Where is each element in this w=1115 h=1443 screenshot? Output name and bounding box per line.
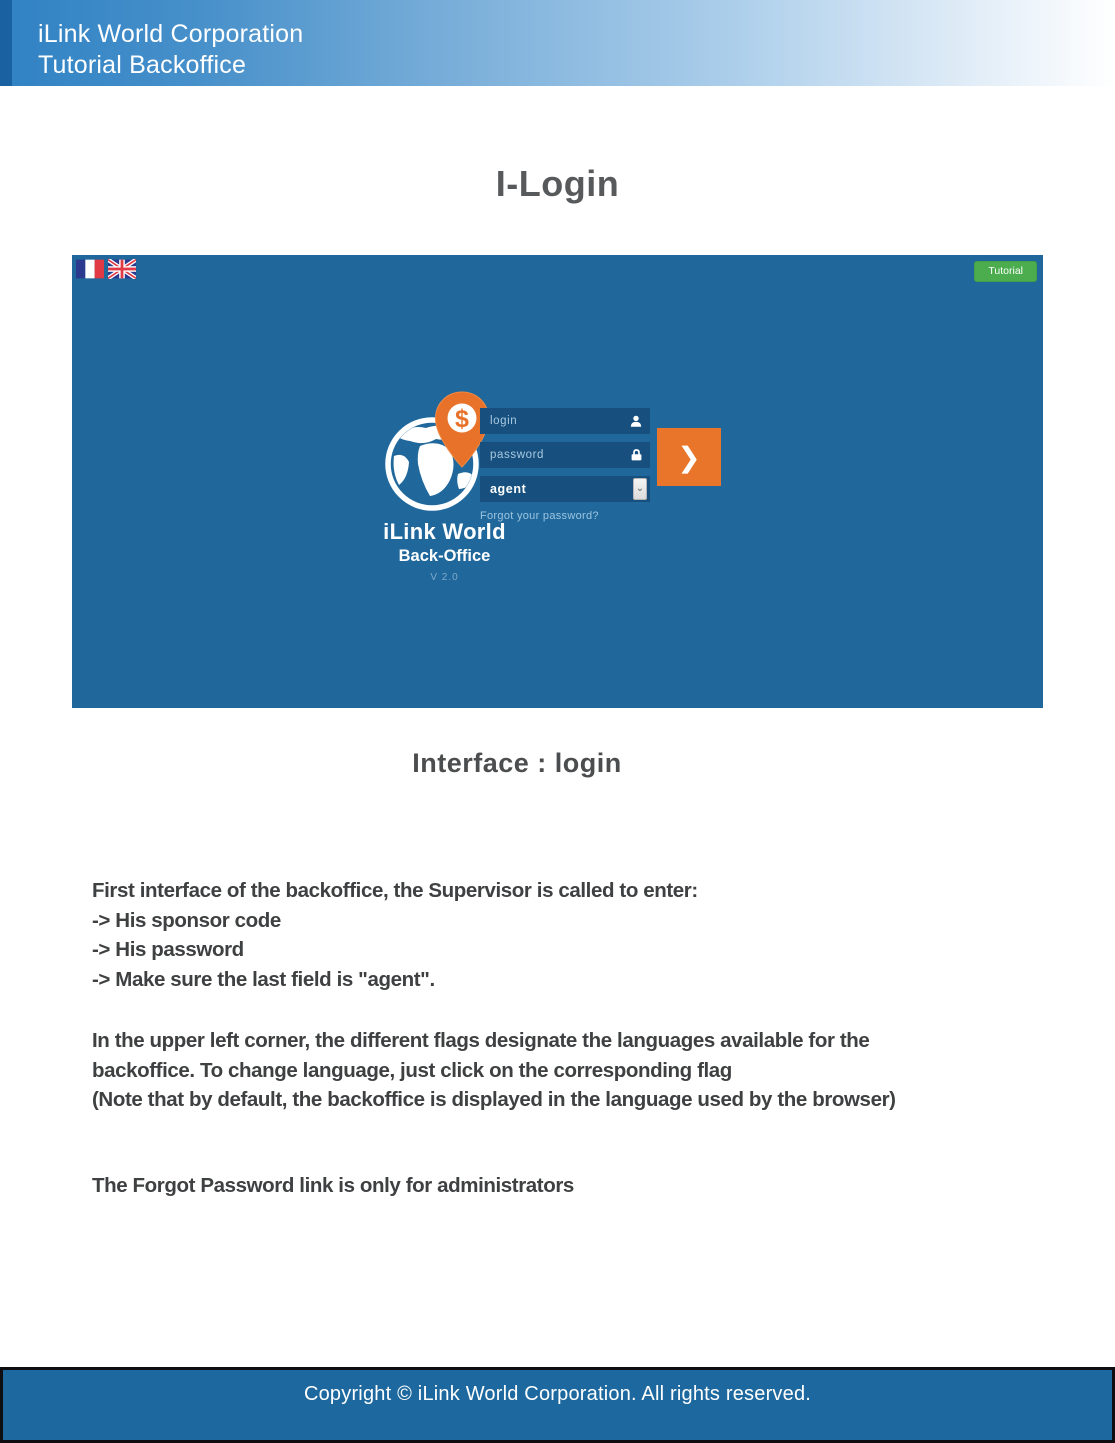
chevron-down-icon: ⌄ — [633, 478, 647, 500]
forgot-password-link[interactable]: Forgot your password? — [480, 510, 599, 522]
login-form — [480, 408, 650, 522]
paragraph-intro: First interface of the backoffice, the Supervisor is called to enter: -> His sponsor code -> His password -> Make sure the last field is "agent". — [92, 879, 698, 991]
document-header — [0, 0, 1115, 86]
user-icon — [630, 415, 642, 427]
french-flag-icon — [76, 259, 104, 279]
dollar-sign: $ — [455, 405, 469, 433]
password-placeholder: password — [490, 449, 545, 461]
document-subtitle: Tutorial Backoffice — [38, 51, 247, 79]
chevron-right-icon: ❯ — [677, 440, 701, 474]
lock-icon — [631, 449, 642, 461]
version-label: V 2.0 — [430, 572, 459, 583]
tutorial-button[interactable]: Tutorial — [974, 261, 1037, 282]
uk-flag-button[interactable] — [108, 259, 136, 279]
french-flag-button[interactable] — [76, 259, 104, 279]
role-selected-value: agent — [490, 482, 527, 496]
page-title: I-Login — [495, 163, 620, 204]
brand-name: iLink World — [383, 519, 506, 544]
login-placeholder: login — [490, 415, 518, 427]
document-footer — [0, 1367, 1115, 1443]
company-name: iLink World Corporation — [38, 20, 304, 48]
submit-button[interactable] — [657, 428, 721, 486]
uk-flag-icon — [108, 259, 136, 279]
screenshot-caption: Interface : login — [412, 748, 622, 778]
paragraph-forgot: The Forgot Password link is only for administrators — [92, 1173, 574, 1197]
brand-subname: Back-Office — [398, 547, 491, 565]
role-select[interactable] — [480, 476, 650, 502]
login-input[interactable] — [480, 408, 650, 434]
login-screenshot — [72, 255, 1043, 708]
header-text — [38, 19, 303, 81]
copyright-text: Copyright © iLink World Corporation. All rights reserved. — [303, 1383, 812, 1405]
paragraph-flags: In the upper left corner, the different flags designate the languages available for the backoffice. To change language, just click on the corresponding flag (Note that by default, the backoffice is displayed in the language used by the browser) — [92, 1029, 896, 1111]
body-text — [92, 876, 1052, 1200]
password-input[interactable] — [480, 442, 650, 468]
